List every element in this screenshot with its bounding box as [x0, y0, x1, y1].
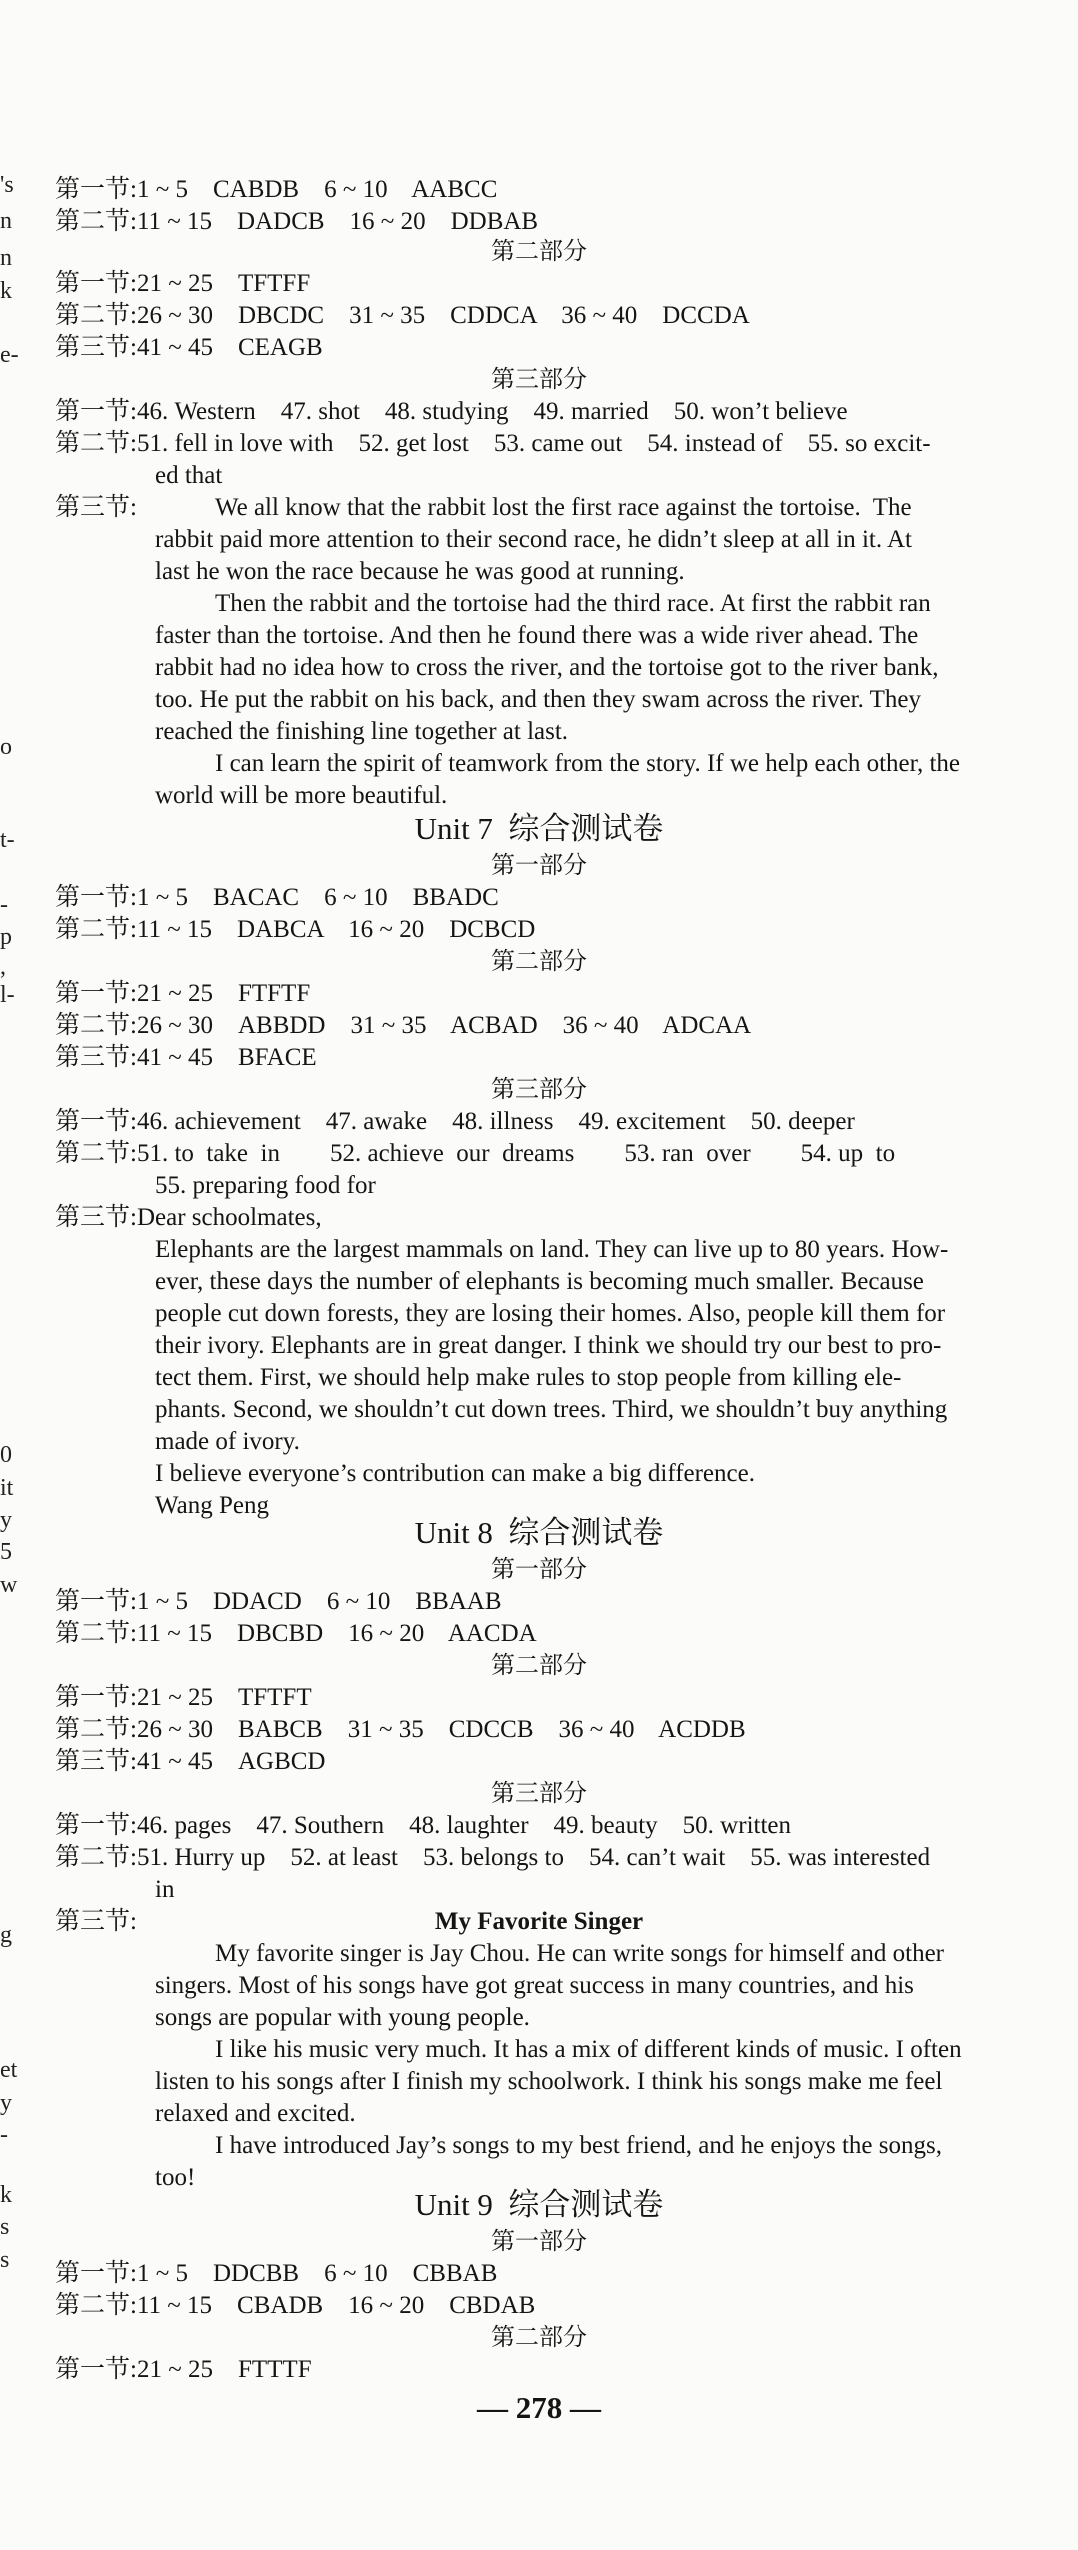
answer-line: 第一节:46. achievement 47. awake 48. illness 49. excitement 50. deeper [55, 1108, 855, 1135]
edge-fragment: s [0, 2214, 10, 2240]
essay-line: I believe everyone’s contribution can make a big difference. [155, 1460, 755, 1487]
answer-line: 第一节:1 ~ 5 DDCBB 6 ~ 10 CBBAB [55, 2260, 498, 2287]
essay-title: My Favorite Singer [434, 1908, 644, 1935]
answer-line: 第一节:46. pages 47. Southern 48. laughter 49. beauty 50. written [55, 1812, 791, 1839]
answer-line: 第一节:21 ~ 25 TFTFT [55, 1684, 312, 1711]
unit-title: Unit 7 综合测试卷 [414, 811, 664, 846]
edge-fragment: it [0, 1475, 14, 1501]
answer-line: 第一节:21 ~ 25 FTTTF [55, 2356, 312, 2383]
section-heading: 第一部分 [491, 853, 587, 879]
answer-line: 55. preparing food for [155, 1172, 376, 1199]
edge-fragment: w [0, 1572, 18, 1598]
answer-line: 第二节:51. fell in love with 52. get lost 53. came out 54. instead of 55. so excit- [55, 430, 931, 457]
answer-line: 第二节:51. Hurry up 52. at least 53. belongs to 54. can’t wait 55. was interested [55, 1844, 931, 1871]
essay-line: faster than the tortoise. And then he found there was a wide river ahead. The [155, 622, 919, 649]
answer-line: 第一节:21 ~ 25 TFTFF [55, 270, 311, 297]
essay-line: people cut down forests, they are losing their homes. Also, people kill them for [155, 1300, 946, 1327]
edge-fragment: t- [0, 827, 15, 853]
answer-line: 第一节:1 ~ 5 CABDB 6 ~ 10 AABCC [55, 176, 498, 203]
edge-fragment: y [0, 1507, 12, 1533]
answer-line: 第一节:1 ~ 5 BACAC 6 ~ 10 BBADC [55, 884, 499, 911]
essay-line: their ivory. Elephants are in great danger. I think we should try our best to pro- [155, 1332, 942, 1359]
answer-line: 第一节:46. Western 47. shot 48. studying 49. married 50. won’t believe [55, 398, 848, 425]
essay-line: rabbit had no idea how to cross the river, and the tortoise got to the river bank, [155, 654, 939, 681]
essay-line: I like his music very much. It has a mix of different kinds of music. I often [215, 2036, 962, 2063]
edge-fragment: e- [0, 342, 19, 368]
answer-line: 第三节:41 ~ 45 CEAGB [55, 334, 323, 361]
edge-fragment: - [0, 2122, 8, 2148]
answer-line: 第二节:11 ~ 15 DABCA 16 ~ 20 DCBCD [55, 916, 536, 943]
edge-fragment: 's [0, 172, 14, 198]
essay-line: world will be more beautiful. [155, 782, 448, 809]
answer-line: 第二节:26 ~ 30 ABBDD 31 ~ 35 ACBAD 36 ~ 40 ADCAA [55, 1012, 752, 1039]
essay-line: ever, these days the number of elephants is becoming much smaller. Because [155, 1268, 924, 1295]
answer-line: 第二节:51. to take in 52. achieve our dreams 53. ran over 54. up to [55, 1140, 896, 1167]
essay-line: Elephants are the largest mammals on land. They can live up to 80 years. How- [155, 1236, 949, 1263]
unit-title: Unit 9 综合测试卷 [414, 2187, 664, 2222]
essay-line: made of ivory. [155, 1428, 300, 1455]
edge-fragment: 5 [0, 1539, 12, 1565]
essay-line: singers. Most of his songs have got great success in many countries, and his [155, 1972, 914, 1999]
essay-line: tect them. First, we should help make rules to stop people from killing ele- [155, 1364, 902, 1391]
answer-line: in [155, 1876, 175, 1903]
answer-line: 第二节:11 ~ 15 DBCBD 16 ~ 20 AACDA [55, 1620, 537, 1647]
section-heading: 第一部分 [491, 1557, 587, 1583]
answer-line: 第三节:Dear schoolmates, [55, 1204, 322, 1231]
answer-line: 第一节:21 ~ 25 FTFTF [55, 980, 311, 1007]
section-heading: 第二部分 [491, 2325, 587, 2351]
essay-line: relaxed and excited. [155, 2100, 356, 2127]
section-heading: 第三部分 [491, 1077, 587, 1103]
essay-line: I have introduced Jay’s songs to my best friend, and he enjoys the songs, [215, 2132, 942, 2159]
essay-line: I can learn the spirit of teamwork from the story. If we help each other, the [215, 750, 961, 777]
edge-fragment: 0 [0, 1442, 12, 1468]
answer-line: 第三节: [55, 1908, 137, 1935]
essay-signature: Wang Peng [155, 1492, 269, 1519]
section-heading: 第一部分 [491, 2229, 587, 2255]
answer-line: 第三节:41 ~ 45 BFACE [55, 1044, 317, 1071]
essay-line: too! [155, 2164, 196, 2191]
essay-line: songs are popular with young people. [155, 2004, 530, 2031]
section-heading: 第三部分 [491, 1781, 587, 1807]
edge-fragment: l- [0, 982, 15, 1008]
edge-fragment: k [0, 278, 12, 304]
edge-fragment: - [0, 892, 8, 918]
edge-fragment: , [0, 954, 6, 980]
essay-line: reached the finishing line together at last. [155, 718, 569, 745]
edge-fragment: y [0, 2090, 12, 2116]
edge-fragment: n [0, 208, 12, 234]
essay-line: phants. Second, we shouldn’t cut down trees. Third, we shouldn’t buy anything [155, 1396, 948, 1423]
answer-line: 第二节:11 ~ 15 CBADB 16 ~ 20 CBDAB [55, 2292, 536, 2319]
section-heading: 第二部分 [491, 239, 587, 265]
section-heading: 第二部分 [491, 1653, 587, 1679]
edge-fragment: s [0, 2247, 10, 2273]
answer-line: 第二节:26 ~ 30 BABCB 31 ~ 35 CDCCB 36 ~ 40 ACDDB [55, 1716, 746, 1743]
answer-line: 第三节:41 ~ 45 AGBCD [55, 1748, 326, 1775]
answer-line: ed that [155, 462, 223, 489]
answer-line: 第一节:1 ~ 5 DDACD 6 ~ 10 BBAAB [55, 1588, 502, 1615]
answer-line: 第三节: [55, 494, 137, 521]
essay-line: My favorite singer is Jay Chou. He can write songs for himself and other [215, 1940, 945, 1967]
essay-line: listen to his songs after I finish my schoolwork. I think his songs make me feel [155, 2068, 943, 2095]
essay-line: too. He put the rabbit on his back, and then they swam across the river. They [155, 686, 922, 713]
unit-title: Unit 8 综合测试卷 [414, 1515, 664, 1550]
essay-line: Then the rabbit and the tortoise had the third race. At first the rabbit ran [215, 590, 931, 617]
answer-line: 第二节:26 ~ 30 DBCDC 31 ~ 35 CDDCA 36 ~ 40 DCCDA [55, 302, 750, 329]
essay-line: rabbit paid more attention to their second race, he didn’t sleep at all in it. At [155, 526, 912, 553]
page-number: — 278 — [477, 2390, 601, 2425]
edge-fragment: p [0, 924, 12, 950]
edge-fragment: g [0, 1922, 12, 1948]
section-heading: 第三部分 [491, 367, 587, 393]
essay-line: We all know that the rabbit lost the first race against the tortoise. The [215, 494, 912, 521]
edge-fragment: o [0, 734, 12, 760]
edge-fragment: et [0, 2057, 18, 2083]
edge-fragment: n [0, 245, 12, 271]
edge-fragment: k [0, 2182, 12, 2208]
answer-line: 第二节:11 ~ 15 DADCB 16 ~ 20 DDBAB [55, 208, 539, 235]
essay-line: last he won the race because he was good at running. [155, 558, 685, 585]
section-heading: 第二部分 [491, 949, 587, 975]
